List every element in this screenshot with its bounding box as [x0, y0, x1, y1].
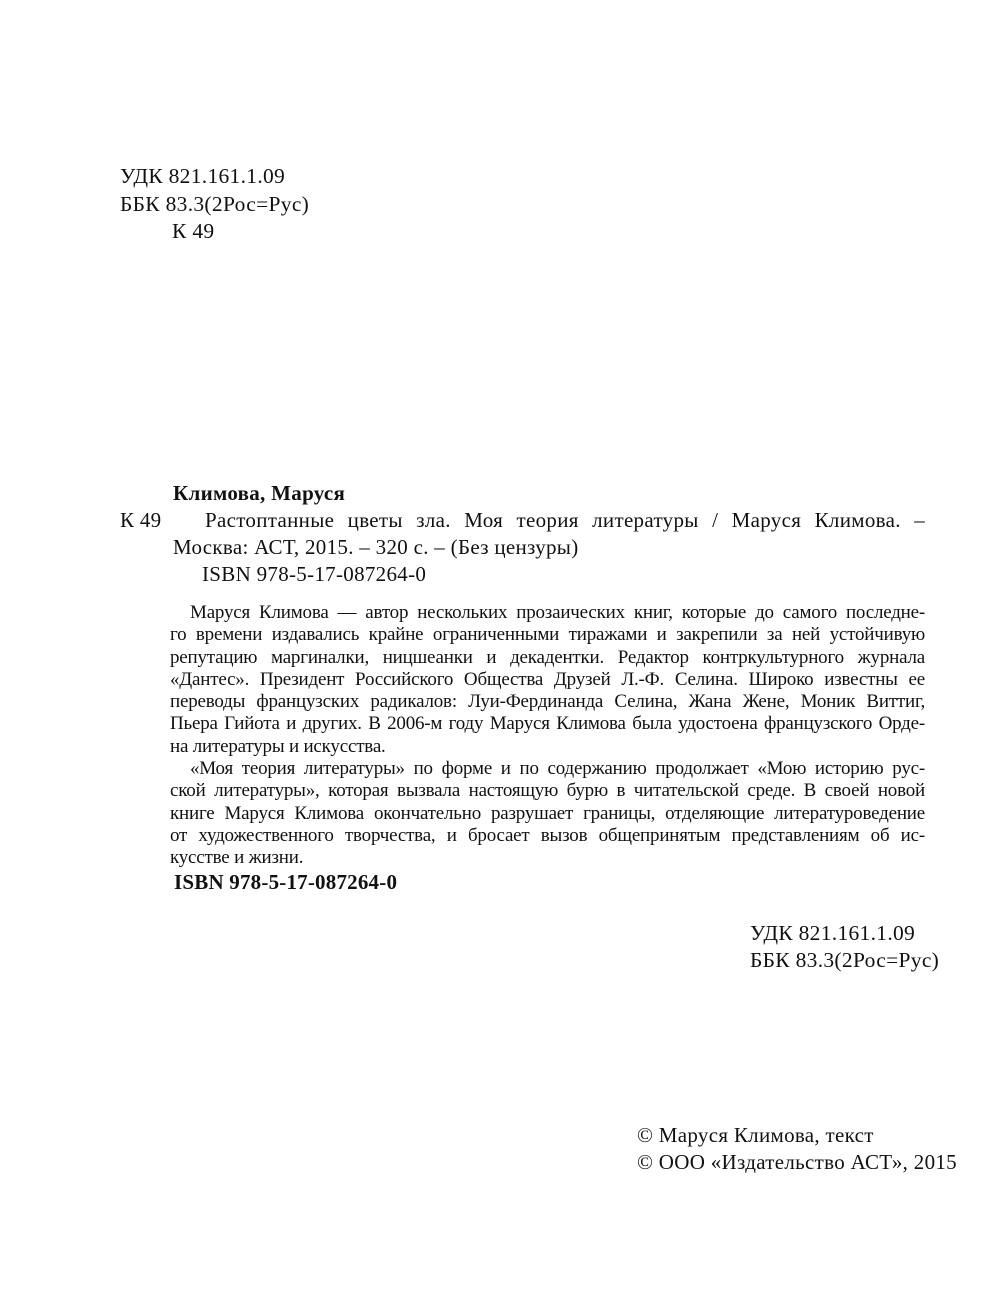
- copyright-publisher-line: © ООО «Издательство АСТ», 2015: [637, 1149, 957, 1174]
- catalog-author-sign: К 49: [120, 508, 162, 532]
- annotation-line: го времени издавались крайне ограниченными тиражами и закрепили за ней устойчивую: [170, 624, 925, 646]
- isbn-footer: ISBN 978-5-17-087264-0: [174, 870, 398, 894]
- annotation-line: «Моя теория литературы» по форме и по содержанию продолжает «Мою историю рус-: [190, 758, 925, 780]
- udk-number: УДК 821.161.1.09: [120, 164, 286, 188]
- annotation-line: книге Маруся Климова окончательно разрушает границы, отделяющие литературоведение: [170, 802, 925, 824]
- annotation-line: ской литературы», которая вызвала настоящую бурю в читательской среде. В своей новой: [170, 780, 925, 802]
- udk-number-right: УДК 821.161.1.09: [750, 921, 916, 945]
- catalog-title-row: [120, 507, 925, 534]
- classification-block-right: [750, 920, 939, 974]
- catalog-title-line: Растоптанные цветы зла. Моя теория литературы / Маруся Климова. –: [205, 508, 925, 532]
- annotation-block: [170, 602, 925, 870]
- copyright-block: [637, 1122, 957, 1175]
- annotation-line: Маруся Климова — автор нескольких прозаических книг, которые до самого последне-: [190, 602, 925, 623]
- bbk-number: ББК 83.3(2Рос=Рус): [120, 191, 310, 216]
- annotation-line: переводы французских радикалов: Луи-Фердинанда Селина, Жана Жене, Моник Виттиг,: [170, 691, 925, 713]
- bbk-number-right: ББК 83.3(2Рос=Рус): [750, 948, 940, 972]
- catalog-entry: [120, 480, 925, 588]
- annotation-line: на литературы и искусства.: [170, 735, 386, 757]
- catalog-author-heading: Климова, Маруся: [173, 481, 346, 505]
- annotation-line: от художественного творчества, и бросает вызов общепринятым представлениям об ис-: [170, 824, 925, 846]
- author-sign-code: К 49: [172, 219, 215, 243]
- catalog-isbn-line: ISBN 978-5-17-087264-0: [202, 562, 427, 586]
- annotation-line: «Дантес». Президент Российского Общества Друзей Л.-Ф. Селина. Широко известны ее: [170, 668, 925, 690]
- copyright-author-line: © Маруся Климова, текст: [637, 1123, 874, 1147]
- annotation-line: кусстве и жизни.: [170, 847, 304, 869]
- catalog-imprint-line: Москва: АСТ, 2015. – 320 с. – (Без цензуры): [173, 535, 579, 559]
- annotation-line: Пьера Гийота и других. В 2006-м году Маруся Климова была удостоена французского Орде-: [170, 713, 925, 735]
- annotation-line: репутацию маргиналки, ницшеанки и декадентки. Редактор контркультурного журнала: [170, 646, 925, 668]
- classification-block-top: [120, 163, 309, 246]
